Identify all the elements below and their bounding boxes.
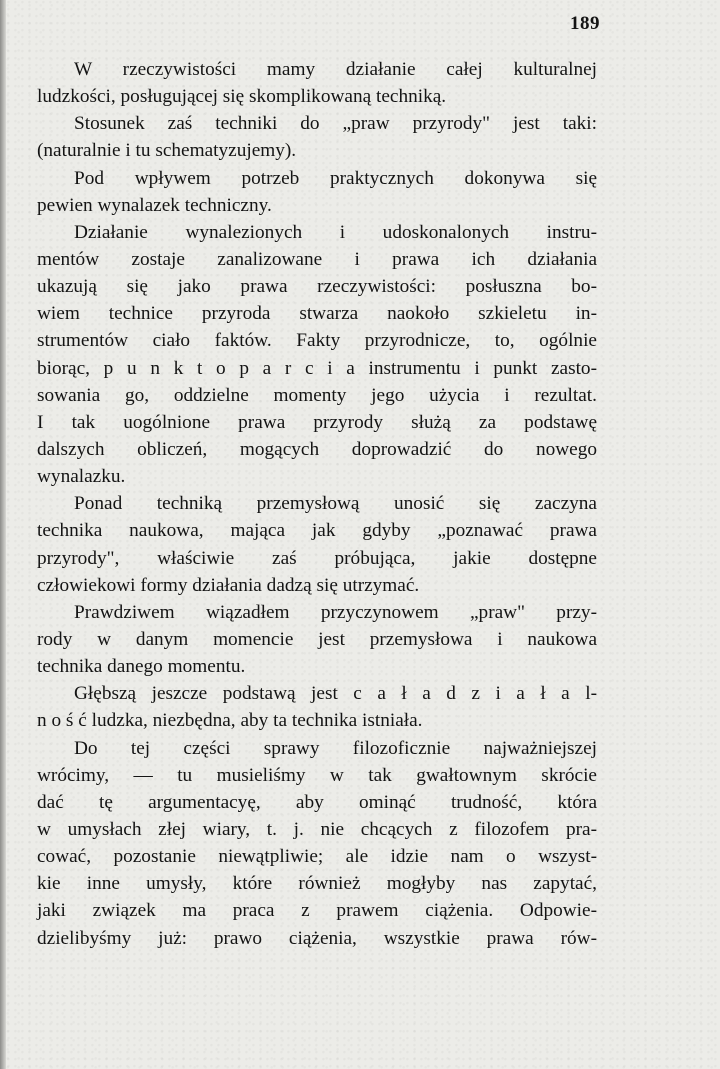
text-line: dzielibyśmy już: prawo ciążenia, wszystkie prawa rów- — [37, 927, 597, 949]
text-line: Do tej części sprawy filozoficznie najważniejszej — [74, 737, 597, 759]
text-line: strumentów ciało faktów. Fakty przyrodnicze, to, ogólnie — [37, 330, 597, 352]
text-line: technika naukowa, mająca jak gdyby „poznawać prawa — [37, 520, 597, 542]
text-line: Ponad techniką przemysłową unosić się zaczyna — [74, 493, 597, 515]
text-line: jaki związek ma praca z prawem ciążenia. Odpowie- — [37, 900, 597, 922]
text-line: Działanie wynalezionych i udoskonalonych instru- — [74, 221, 597, 243]
page-binding-edge — [0, 0, 6, 1069]
text-line: pewien wynalazek techniczny. — [37, 194, 272, 216]
text-line: n o ś ć ludzka, niezbędna, aby ta technika istniała. — [37, 710, 423, 732]
text-line: ukazują się jako prawa rzeczywistości: posłuszna bo- — [37, 276, 597, 298]
text-line: Prawdziwem wiązadłem przyczynowem „praw" przy- — [74, 601, 597, 623]
text-line: dać tę argumentacyę, aby ominąć trudność, która — [37, 791, 597, 813]
text-line: wrócimy, — tu musieliśmy w tak gwałtownym skrócie — [37, 764, 597, 786]
text-line: biorąc, p u n k t o p a r c i a instrumentu i punkt zasto- — [37, 357, 597, 379]
text-line: przyrody", właściwie zaś próbująca, jakie dostępne — [37, 547, 597, 569]
body-text — [37, 56, 597, 952]
text-line: Stosunek zaś techniki do „praw przyrody" jest taki: — [74, 113, 597, 135]
text-line: I tak uogólnione prawa przyrody służą za podstawę — [37, 411, 597, 433]
text-line: Pod wpływem potrzeb praktycznych dokonywa się — [74, 167, 597, 189]
text-line: cować, pozostanie niewątpliwie; ale idzie nam o wszyst- — [37, 846, 597, 868]
text-line: dalszych obliczeń, mogących doprowadzić do nowego — [37, 438, 597, 460]
text-line: W rzeczywistości mamy działanie całej kulturalnej — [74, 59, 597, 80]
text-line: mentów zostaje zanalizowane i prawa ich działania — [37, 248, 597, 270]
text-line: wiem technice przyroda stwarza naokoło szkieletu in- — [37, 303, 597, 325]
page-number: 189 — [570, 13, 600, 34]
text-line: rody w danym momencie jest przemysłowa i naukowa — [37, 628, 597, 650]
text-line: technika danego momentu. — [37, 656, 246, 678]
text-line: człowiekowi formy działania dadzą się utrzymać. — [37, 574, 420, 596]
text-line: sowania go, oddzielne momenty jego użycia i rezultat. — [37, 384, 597, 406]
text-line: (naturalnie i tu schematyzujemy). — [37, 140, 297, 162]
text-line: Głębszą jeszcze podstawą jest c a ł a d z i a ł a l- — [74, 683, 597, 705]
text-line: kie inne umysły, które również mogłyby nas zapytać, — [37, 873, 597, 895]
text-line: ludzkości, posługującej się skomplikowaną techniką. — [37, 86, 447, 108]
text-line: w umysłach złej wiary, t. j. nie chcących z filozofem pra- — [37, 818, 597, 840]
text-line: wynalazku. — [37, 466, 126, 488]
